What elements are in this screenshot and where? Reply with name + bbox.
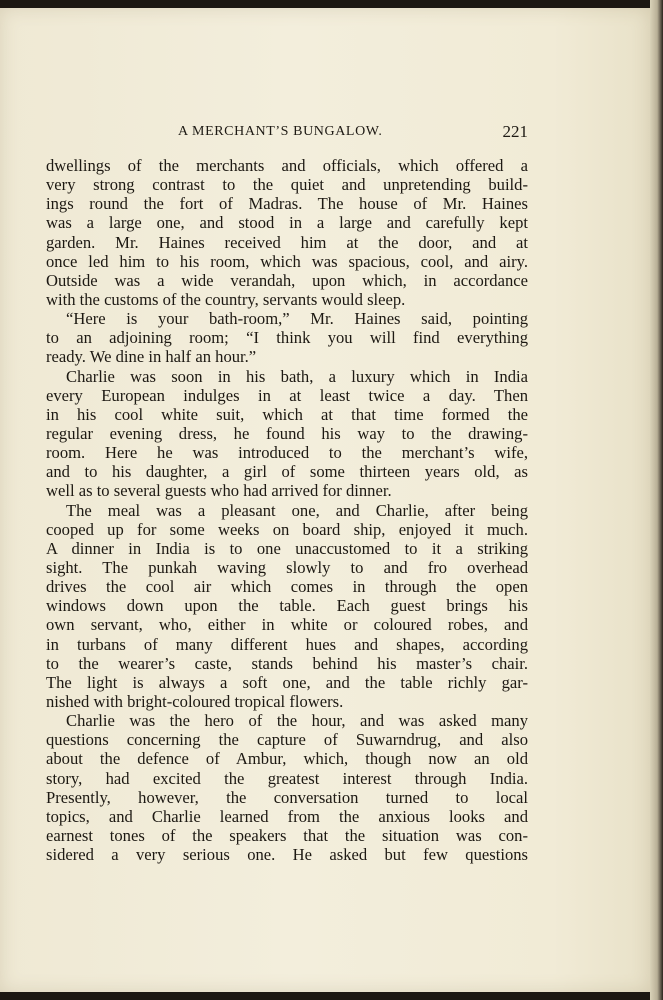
text-line: once led him to his room, which was spacious, cool, and airy. <box>46 251 528 271</box>
text-line: ready. We dine in half an hour.” <box>46 347 257 367</box>
text-line: very strong contrast to the quiet and unpretending build- <box>46 175 528 195</box>
body-text <box>46 156 528 864</box>
page-number: 221 <box>502 122 528 141</box>
text-line: A dinner in India is to one unaccustomed to it a striking <box>46 538 528 558</box>
text-line: with the customs of the country, servants would sleep. <box>46 289 406 309</box>
text-line: drives the cool air which comes in through the open <box>46 577 528 597</box>
text-line: windows down upon the table. Each guest brings his <box>46 596 528 616</box>
text-line: Charlie was the hero of the hour, and was asked many <box>66 711 528 731</box>
text-line: Charlie was soon in his bath, a luxury which in India <box>66 366 528 386</box>
text-line: topics, and Charlie learned from the anxious looks and <box>46 806 528 826</box>
text-line: Presently, however, the conversation turned to local <box>46 787 528 807</box>
text-line: sight. The punkah waving slowly to and fro overhead <box>46 557 528 577</box>
text-line: questions concerning the capture of Suwarndrug, and also <box>46 730 528 750</box>
text-line: in his cool white suit, which at that time formed the <box>46 404 528 424</box>
text-line: room. Here he was introduced to the merchant’s wife, <box>46 443 528 463</box>
text-line: in turbans of many different hues and shapes, according <box>46 634 528 654</box>
text-line: and to his daughter, a girl of some thirteen years old, as <box>46 462 528 482</box>
text-line: story, had excited the greatest interest through India. <box>46 768 528 788</box>
text-line: was a large one, and stood in a large and carefully kept <box>46 213 528 233</box>
running-title: A MERCHANT’S BUNGALOW. <box>178 124 383 139</box>
book-page <box>0 8 650 992</box>
text-line: about the defence of Ambur, which, though now an old <box>46 749 528 769</box>
text-line: sidered a very serious one. He asked but few questions <box>46 845 528 865</box>
text-line: nished with bright-coloured tropical flowers. <box>46 691 344 711</box>
text-line: ings round the fort of Madras. The house of Mr. Haines <box>46 194 528 214</box>
text-line: to an adjoining room; “I think you will find everything <box>46 328 528 348</box>
text-line: The meal was a pleasant one, and Charlie, after being <box>66 500 528 520</box>
running-head <box>46 122 528 144</box>
text-line: Outside was a wide verandah, upon which, in accordance <box>46 270 528 290</box>
text-line: own servant, who, either in white or coloured robes, and <box>46 615 528 635</box>
page-edge <box>650 0 663 1000</box>
text-line: well as to several guests who had arrived for dinner. <box>46 481 392 501</box>
text-line: earnest tones of the speakers that the situation was con- <box>46 825 528 845</box>
text-line: The light is always a soft one, and the table richly gar- <box>46 672 528 692</box>
text-line: regular evening dress, he found his way to the drawing- <box>46 423 528 443</box>
text-line: to the wearer’s caste, stands behind his master’s chair. <box>46 653 528 673</box>
text-line: dwellings of the merchants and officials, which offered a <box>46 156 528 175</box>
text-line: “Here is your bath-room,” Mr. Haines said, pointing <box>66 309 528 329</box>
text-line: garden. Mr. Haines received him at the door, and at <box>46 232 528 252</box>
text-line: cooped up for some weeks on board ship, enjoyed it much. <box>46 519 528 539</box>
text-line: every European indulges in at least twice a day. Then <box>46 385 528 405</box>
